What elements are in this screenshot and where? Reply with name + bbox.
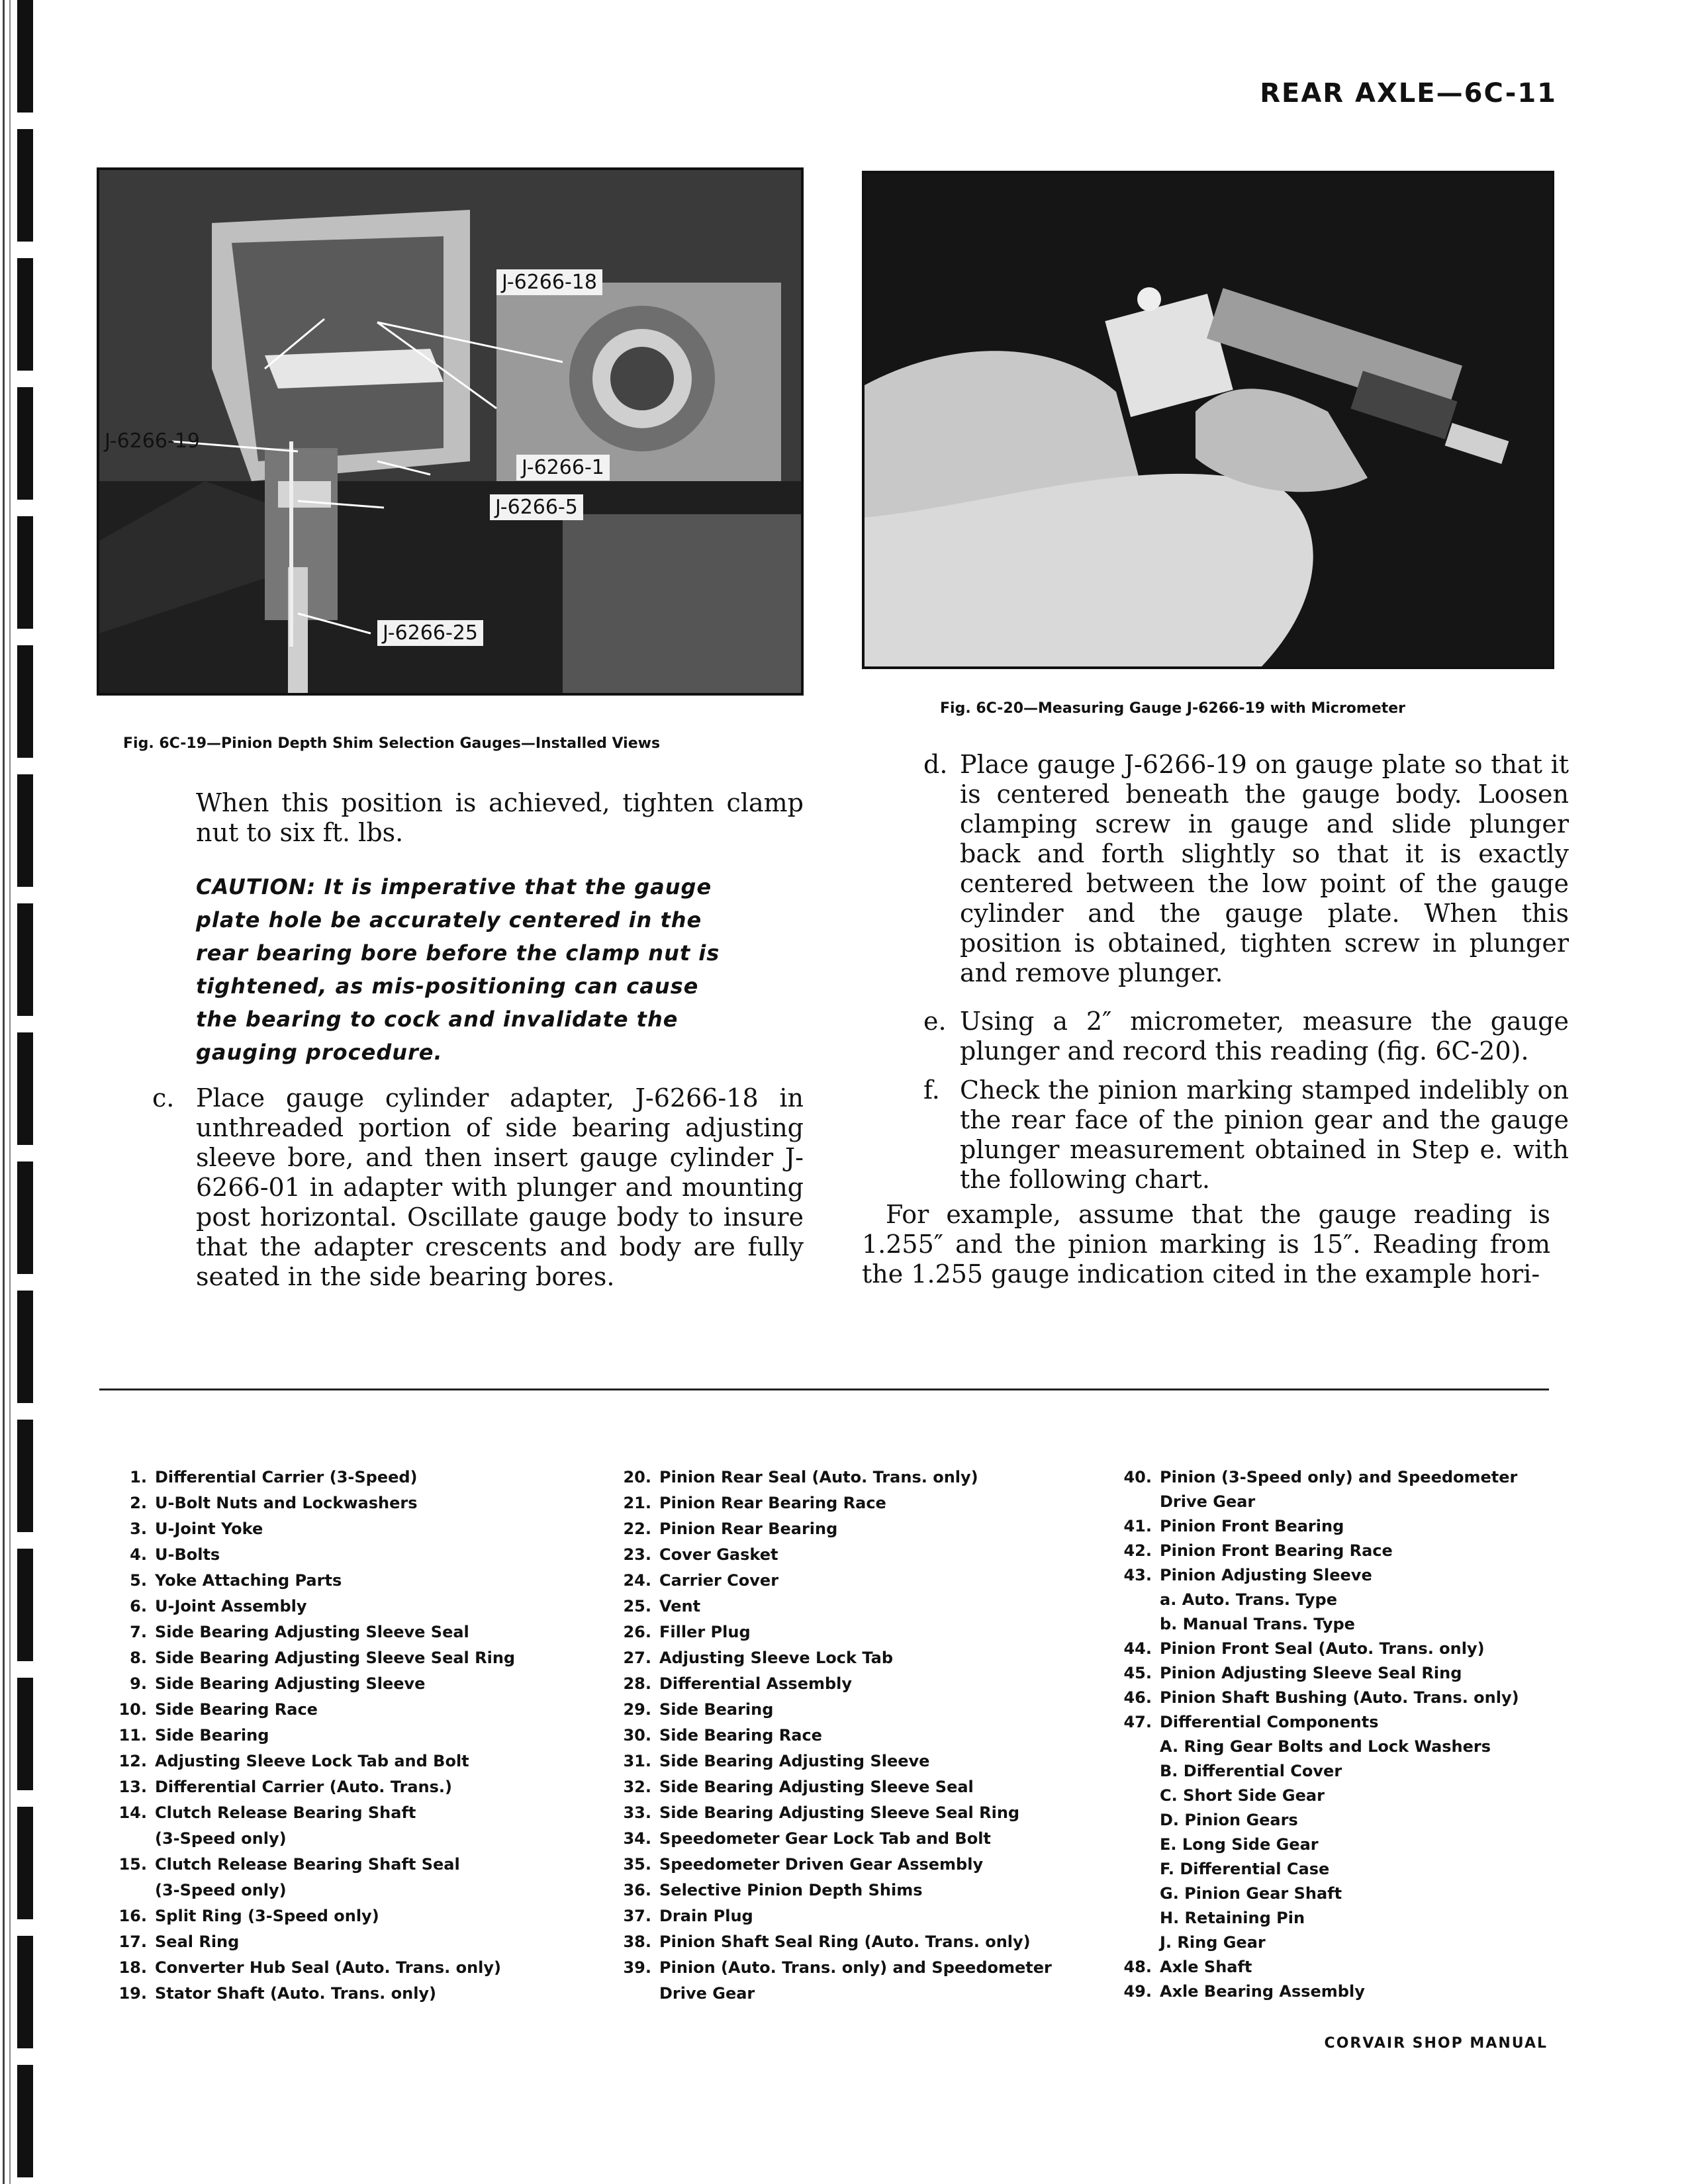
legend-item-label: Selective Pinion Depth Shims (659, 1881, 923, 1899)
legend-item-label: Pinion Rear Bearing (659, 1520, 838, 1538)
legend-item-label: U-Bolts (155, 1545, 220, 1564)
legend-item-label: Yoke Attaching Parts (155, 1571, 342, 1590)
legend-item-number: 35. (623, 1855, 651, 1874)
legend-item-label: Pinion Adjusting Sleeve (1160, 1566, 1372, 1584)
callout-j-6266-19: J-6266-19 (105, 430, 200, 453)
legend-item-label: Clutch Release Bearing Shaft Seal (155, 1855, 460, 1874)
legend-item-number: 3. (130, 1520, 147, 1538)
binding-edge-line (9, 0, 11, 2184)
step-text: Using a 2″ micrometer, measure the gauge plunger and record this reading (fig. 6C-20). (960, 1007, 1569, 1066)
legend-item-label: Differential Assembly (659, 1674, 853, 1693)
step-text: Place gauge J-6266-19 on gauge plate so that it is centered beneath the gauge body. Loosen clamping screw in gauge and slide plunger back and forth slightly so that it is exactly centered between the low point of the gauge cylinder and the gauge plate. When this position is obtained, tighten screw in plunger and remove plunger. (960, 750, 1569, 987)
callout-j-6266-25: J-6266-25 (377, 620, 483, 646)
legend-item-number: 31. (623, 1752, 651, 1770)
step-letter: c. (152, 1083, 175, 1113)
legend-item-label: Seal Ring (155, 1933, 240, 1951)
legend-item-label: Converter Hub Seal (Auto. Trans. only) (155, 1958, 502, 1977)
legend-item-label: Side Bearing Adjusting Sleeve Seal Ring (659, 1803, 1020, 1822)
legend-item-label: F. Differential Case (1160, 1860, 1330, 1878)
legend-item-number: 19. (118, 1984, 147, 2003)
legend-item-label: Pinion (Auto. Trans. only) and Speedometer (659, 1958, 1052, 1977)
legend-item-label: (3-Speed only) (155, 1881, 287, 1899)
legend-item-label: U-Bolt Nuts and Lockwashers (155, 1494, 418, 1512)
legend-item-number: 14. (118, 1803, 147, 1822)
legend-item-label: Clutch Release Bearing Shaft (155, 1803, 416, 1822)
legend-item-number: 11. (118, 1726, 147, 1745)
legend-item-label: Drive Gear (1160, 1492, 1256, 1511)
intro-paragraph: When this position is achieved, tighten clamp nut to six ft. lbs. (196, 788, 804, 847)
legend-item-label: H. Retaining Pin (1160, 1909, 1305, 1927)
legend-item-label: Pinion Rear Bearing Race (659, 1494, 886, 1512)
legend-item-label: J. Ring Gear (1160, 1933, 1266, 1952)
legend-item-label: Differential Carrier (Auto. Trans.) (155, 1778, 453, 1796)
caution-note: CAUTION: It is imperative that the gauge plate hole be accurately centered in the rear bearing bore before the clamp nut is tightened, as mis-positioning can cause the bearing to cock and invalidate the gauging procedure. (196, 874, 720, 1065)
legend-item-number: 16. (118, 1907, 147, 1925)
binding-edge-line (3, 0, 5, 2184)
legend-item-label: E. Long Side Gear (1160, 1835, 1319, 1854)
legend-item-label: Pinion Front Bearing Race (1160, 1541, 1393, 1560)
callout-j-6266-1: J-6266-1 (516, 455, 610, 480)
legend-item-number: 43. (1123, 1566, 1152, 1584)
legend-item-number: 47. (1123, 1713, 1152, 1731)
step-f (923, 1075, 1569, 1201)
legend-item-number: 7. (130, 1623, 147, 1641)
legend-item-label: Split Ring (3-Speed only) (155, 1907, 379, 1925)
legend-item-label: a. Auto. Trans. Type (1160, 1590, 1337, 1609)
legend-item-number: 29. (623, 1700, 651, 1719)
figure-6c-20-photo (862, 171, 1554, 669)
legend-item-label: Vent (659, 1597, 701, 1615)
legend-item-number: 45. (1123, 1664, 1152, 1682)
binding-hole-strip (17, 0, 33, 2184)
legend-item-number: 24. (623, 1571, 651, 1590)
legend-item-label: Pinion Rear Seal (Auto. Trans. only) (659, 1468, 978, 1486)
legend-item-label: D. Pinion Gears (1160, 1811, 1298, 1829)
legend-item-number: 26. (623, 1623, 651, 1641)
legend-item-number: 13. (118, 1778, 147, 1796)
legend-item-label: (3-Speed only) (155, 1829, 287, 1848)
parts-legend-column-3 (1112, 1468, 1575, 2037)
legend-item-label: B. Differential Cover (1160, 1762, 1342, 1780)
legend-item-number: 40. (1123, 1468, 1152, 1486)
legend-item-label: Side Bearing Adjusting Sleeve (659, 1752, 930, 1770)
figure-6c-20-caption: Fig. 6C-20—Measuring Gauge J-6266-19 with Micrometer (940, 700, 1406, 717)
legend-item-label: Drive Gear (659, 1984, 755, 2003)
legend-item-number: 41. (1123, 1517, 1152, 1535)
legend-item-label: Pinion Front Bearing (1160, 1517, 1344, 1535)
step-e (923, 1007, 1569, 1073)
legend-item-label: Side Bearing Adjusting Sleeve Seal Ring (155, 1649, 516, 1667)
section-divider (99, 1388, 1549, 1390)
legend-item-label: Side Bearing Adjusting Sleeve Seal (155, 1623, 469, 1641)
legend-item-label: Filler Plug (659, 1623, 751, 1641)
legend-item-number: 48. (1123, 1958, 1152, 1976)
legend-item-number: 33. (623, 1803, 651, 1822)
legend-item-label: A. Ring Gear Bolts and Lock Washers (1160, 1737, 1491, 1756)
legend-item-number: 17. (118, 1933, 147, 1951)
legend-item-label: Side Bearing (155, 1726, 269, 1745)
legend-item-number: 38. (623, 1933, 651, 1951)
legend-item-label: U-Joint Assembly (155, 1597, 307, 1615)
legend-item-label: Speedometer Driven Gear Assembly (659, 1855, 984, 1874)
legend-item-number: 18. (118, 1958, 147, 1977)
legend-item-label: Adjusting Sleeve Lock Tab (659, 1649, 893, 1667)
legend-item-label: Drain Plug (659, 1907, 753, 1925)
callout-j-6266-5: J-6266-5 (490, 494, 583, 520)
example-paragraph: For example, assume that the gauge reading is 1.255″ and the pinion marking is 15″. Reading from the 1.255 gauge indication cited in the example hori- (862, 1200, 1550, 1289)
legend-item-label: Carrier Cover (659, 1571, 779, 1590)
legend-item-label: Pinion Front Seal (Auto. Trans. only) (1160, 1639, 1485, 1658)
legend-item-label: Side Bearing Race (155, 1700, 318, 1719)
legend-item-number: 8. (130, 1649, 147, 1667)
legend-item-label: Speedometer Gear Lock Tab and Bolt (659, 1829, 991, 1848)
legend-item-number: 46. (1123, 1688, 1152, 1707)
legend-item-number: 49. (1123, 1982, 1152, 2001)
legend-item-number: 4. (130, 1545, 147, 1564)
step-letter: f. (923, 1075, 940, 1105)
legend-item-number: 37. (623, 1907, 651, 1925)
step-letter: e. (923, 1007, 947, 1036)
parts-legend-column-1 (107, 1468, 610, 2011)
legend-item-label: Axle Bearing Assembly (1160, 1982, 1365, 2001)
legend-item-label: Side Bearing Race (659, 1726, 822, 1745)
page-footer: CORVAIR SHOP MANUAL (1324, 2035, 1548, 2052)
legend-item-number: 15. (118, 1855, 147, 1874)
legend-item-number: 32. (623, 1778, 651, 1796)
legend-item-number: 42. (1123, 1541, 1152, 1560)
legend-item-number: 27. (623, 1649, 651, 1667)
micrometer-photo (865, 173, 1552, 666)
legend-item-label: Pinion Shaft Seal Ring (Auto. Trans. only) (659, 1933, 1031, 1951)
legend-item-number: 1. (130, 1468, 147, 1486)
legend-item-number: 34. (623, 1829, 651, 1848)
legend-item-label: Differential Components (1160, 1713, 1379, 1731)
figure-6c-19-caption: Fig. 6C-19—Pinion Depth Shim Selection Gauges—Installed Views (123, 735, 661, 752)
legend-item-label: Axle Shaft (1160, 1958, 1252, 1976)
legend-item-number: 28. (623, 1674, 651, 1693)
step-text: Place gauge cylinder adapter, J-6266-18 in unthreaded portion of side bearing adjusting sleeve bore, and then insert gauge cylinder J-6266-01 in adapter with plunger and mounting post horizontal. Oscillate gauge body to insure that the adapter crescents and body are fully seated in the side bearing bores. (196, 1083, 804, 1291)
legend-item-number: 30. (623, 1726, 651, 1745)
legend-item-number: 5. (130, 1571, 147, 1590)
page-header: REAR AXLE—6C-11 (1260, 78, 1557, 109)
legend-item-label: Pinion (3-Speed only) and Speedometer (1160, 1468, 1518, 1486)
legend-item-label: Side Bearing (659, 1700, 774, 1719)
legend-item-number: 36. (623, 1881, 651, 1899)
legend-item-number: 25. (623, 1597, 651, 1615)
legend-item-label: Adjusting Sleeve Lock Tab and Bolt (155, 1752, 469, 1770)
legend-item-label: Stator Shaft (Auto. Trans. only) (155, 1984, 437, 2003)
legend-item-number: 12. (118, 1752, 147, 1770)
legend-item-label: b. Manual Trans. Type (1160, 1615, 1355, 1633)
step-letter: d. (923, 750, 948, 779)
step-d (923, 750, 1569, 1021)
step-c (152, 1083, 804, 1302)
legend-item-number: 6. (130, 1597, 147, 1615)
legend-item-label: Differential Carrier (3-Speed) (155, 1468, 418, 1486)
legend-item-number: 23. (623, 1545, 651, 1564)
legend-item-label: Cover Gasket (659, 1545, 778, 1564)
legend-item-number: 21. (623, 1494, 651, 1512)
legend-item-number: 22. (623, 1520, 651, 1538)
legend-item-label: Pinion Shaft Bushing (Auto. Trans. only) (1160, 1688, 1519, 1707)
step-text: Check the pinion marking stamped indelibly on the rear face of the pinion gear and the gauge plunger measurement obtained in Step e. with the following chart. (960, 1075, 1569, 1194)
legend-item-number: 9. (130, 1674, 147, 1693)
legend-item-number: 2. (130, 1494, 147, 1512)
legend-item-number: 39. (623, 1958, 651, 1977)
legend-item-label: Side Bearing Adjusting Sleeve Seal (659, 1778, 974, 1796)
legend-item-number: 10. (118, 1700, 147, 1719)
legend-item-label: Side Bearing Adjusting Sleeve (155, 1674, 426, 1693)
legend-item-number: 44. (1123, 1639, 1152, 1658)
legend-item-number: 20. (623, 1468, 651, 1486)
legend-item-label: C. Short Side Gear (1160, 1786, 1325, 1805)
parts-legend-column-2 (612, 1468, 1115, 2011)
callout-j-6266-18: J-6266-18 (496, 269, 602, 295)
figure-6c-19-photo (97, 167, 804, 696)
legend-item-label: G. Pinion Gear Shaft (1160, 1884, 1342, 1903)
legend-item-label: U-Joint Yoke (155, 1520, 263, 1538)
legend-item-label: Pinion Adjusting Sleeve Seal Ring (1160, 1664, 1462, 1682)
